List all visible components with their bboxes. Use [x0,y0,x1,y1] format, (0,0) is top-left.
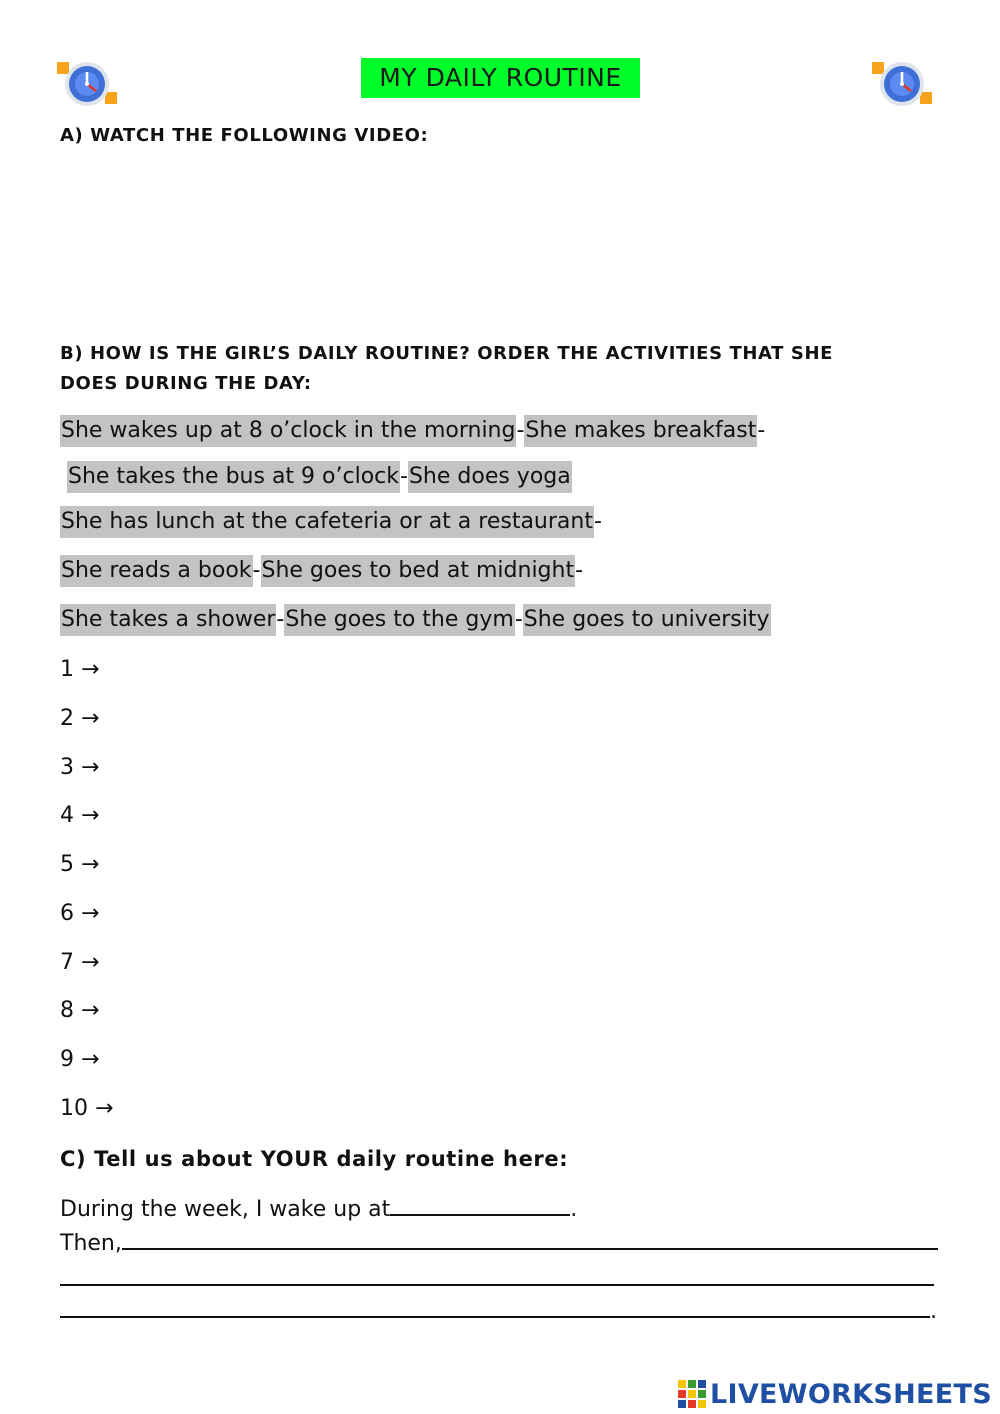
fill-line-1-prefix: During the week, I wake up at [60,1197,391,1222]
answer-slot-number[interactable]: 1 → [60,657,100,682]
activity-item[interactable]: She makes breakfast [524,415,757,447]
activity-item[interactable]: She takes the bus at 9 o’clock [67,461,400,493]
routine-blank-line[interactable] [60,1294,930,1318]
clock-icon [55,58,119,110]
activity-row [60,506,602,538]
routine-blank-line[interactable] [122,1226,938,1250]
liveworksheets-logo[interactable] [678,1374,992,1414]
answer-slot-number[interactable]: 8 → [60,998,100,1023]
logo-text: LIVEWORKSHEETS [709,1378,992,1410]
separator: - [757,418,766,443]
wake-up-time-blank[interactable] [390,1192,570,1216]
section-c-heading: C) Tell us about YOUR daily routine here: [60,1147,569,1171]
separator: - [252,558,261,583]
section-b-heading-line2: DOES DURING THE DAY: [60,373,312,394]
separator: - [400,464,408,489]
separator: - [516,418,525,443]
separator: - [575,558,584,583]
activity-item[interactable]: She has lunch at the cafeteria or at a restaurant [60,506,594,538]
fill-line-1-suffix: . [570,1197,578,1222]
liveworksheets-logo-icon [678,1380,706,1408]
separator: - [276,607,285,632]
separator: - [514,607,523,632]
fill-line-4 [60,1294,937,1327]
fill-line-4-suffix: . [930,1299,937,1324]
fill-line-2 [60,1226,938,1259]
activity-item[interactable]: She goes to the gym [284,604,514,636]
answer-slot-number[interactable]: 6 → [60,901,100,926]
activity-item[interactable]: She goes to bed at midnight [261,555,576,587]
fill-line-1 [60,1192,577,1225]
section-a-heading: A) WATCH THE FOLLOWING VIDEO: [60,125,429,146]
activity-item[interactable]: She does yoga [408,461,572,493]
section-b-heading-line1: B) HOW IS THE GIRL’S DAILY ROUTINE? ORDER THE ACTIVITIES THAT SHE [60,343,834,364]
page-title: MY DAILY ROUTINE [361,58,640,98]
answer-slot-number[interactable]: 5 → [60,852,100,877]
activity-row [60,415,765,447]
answer-slot-number[interactable]: 10 → [60,1096,114,1121]
fill-line-2-prefix: Then, [60,1231,122,1256]
activity-row [67,461,572,493]
activity-row [60,555,583,587]
answer-slot-number[interactable]: 4 → [60,803,100,828]
activity-item[interactable]: She takes a shower [60,604,276,636]
routine-blank-line[interactable] [60,1268,934,1286]
answer-slot-number[interactable]: 3 → [60,755,100,780]
clock-icon [870,58,934,110]
answer-slot-number[interactable]: 7 → [60,950,100,975]
activity-item[interactable]: She wakes up at 8 o’clock in the morning [60,415,516,447]
answer-slot-number[interactable]: 2 → [60,706,100,731]
activity-item[interactable]: She goes to university [523,604,771,636]
answer-slot-number[interactable]: 9 → [60,1047,100,1072]
separator: - [593,509,602,534]
activity-item[interactable]: She reads a book [60,555,253,587]
activity-row [60,604,771,636]
